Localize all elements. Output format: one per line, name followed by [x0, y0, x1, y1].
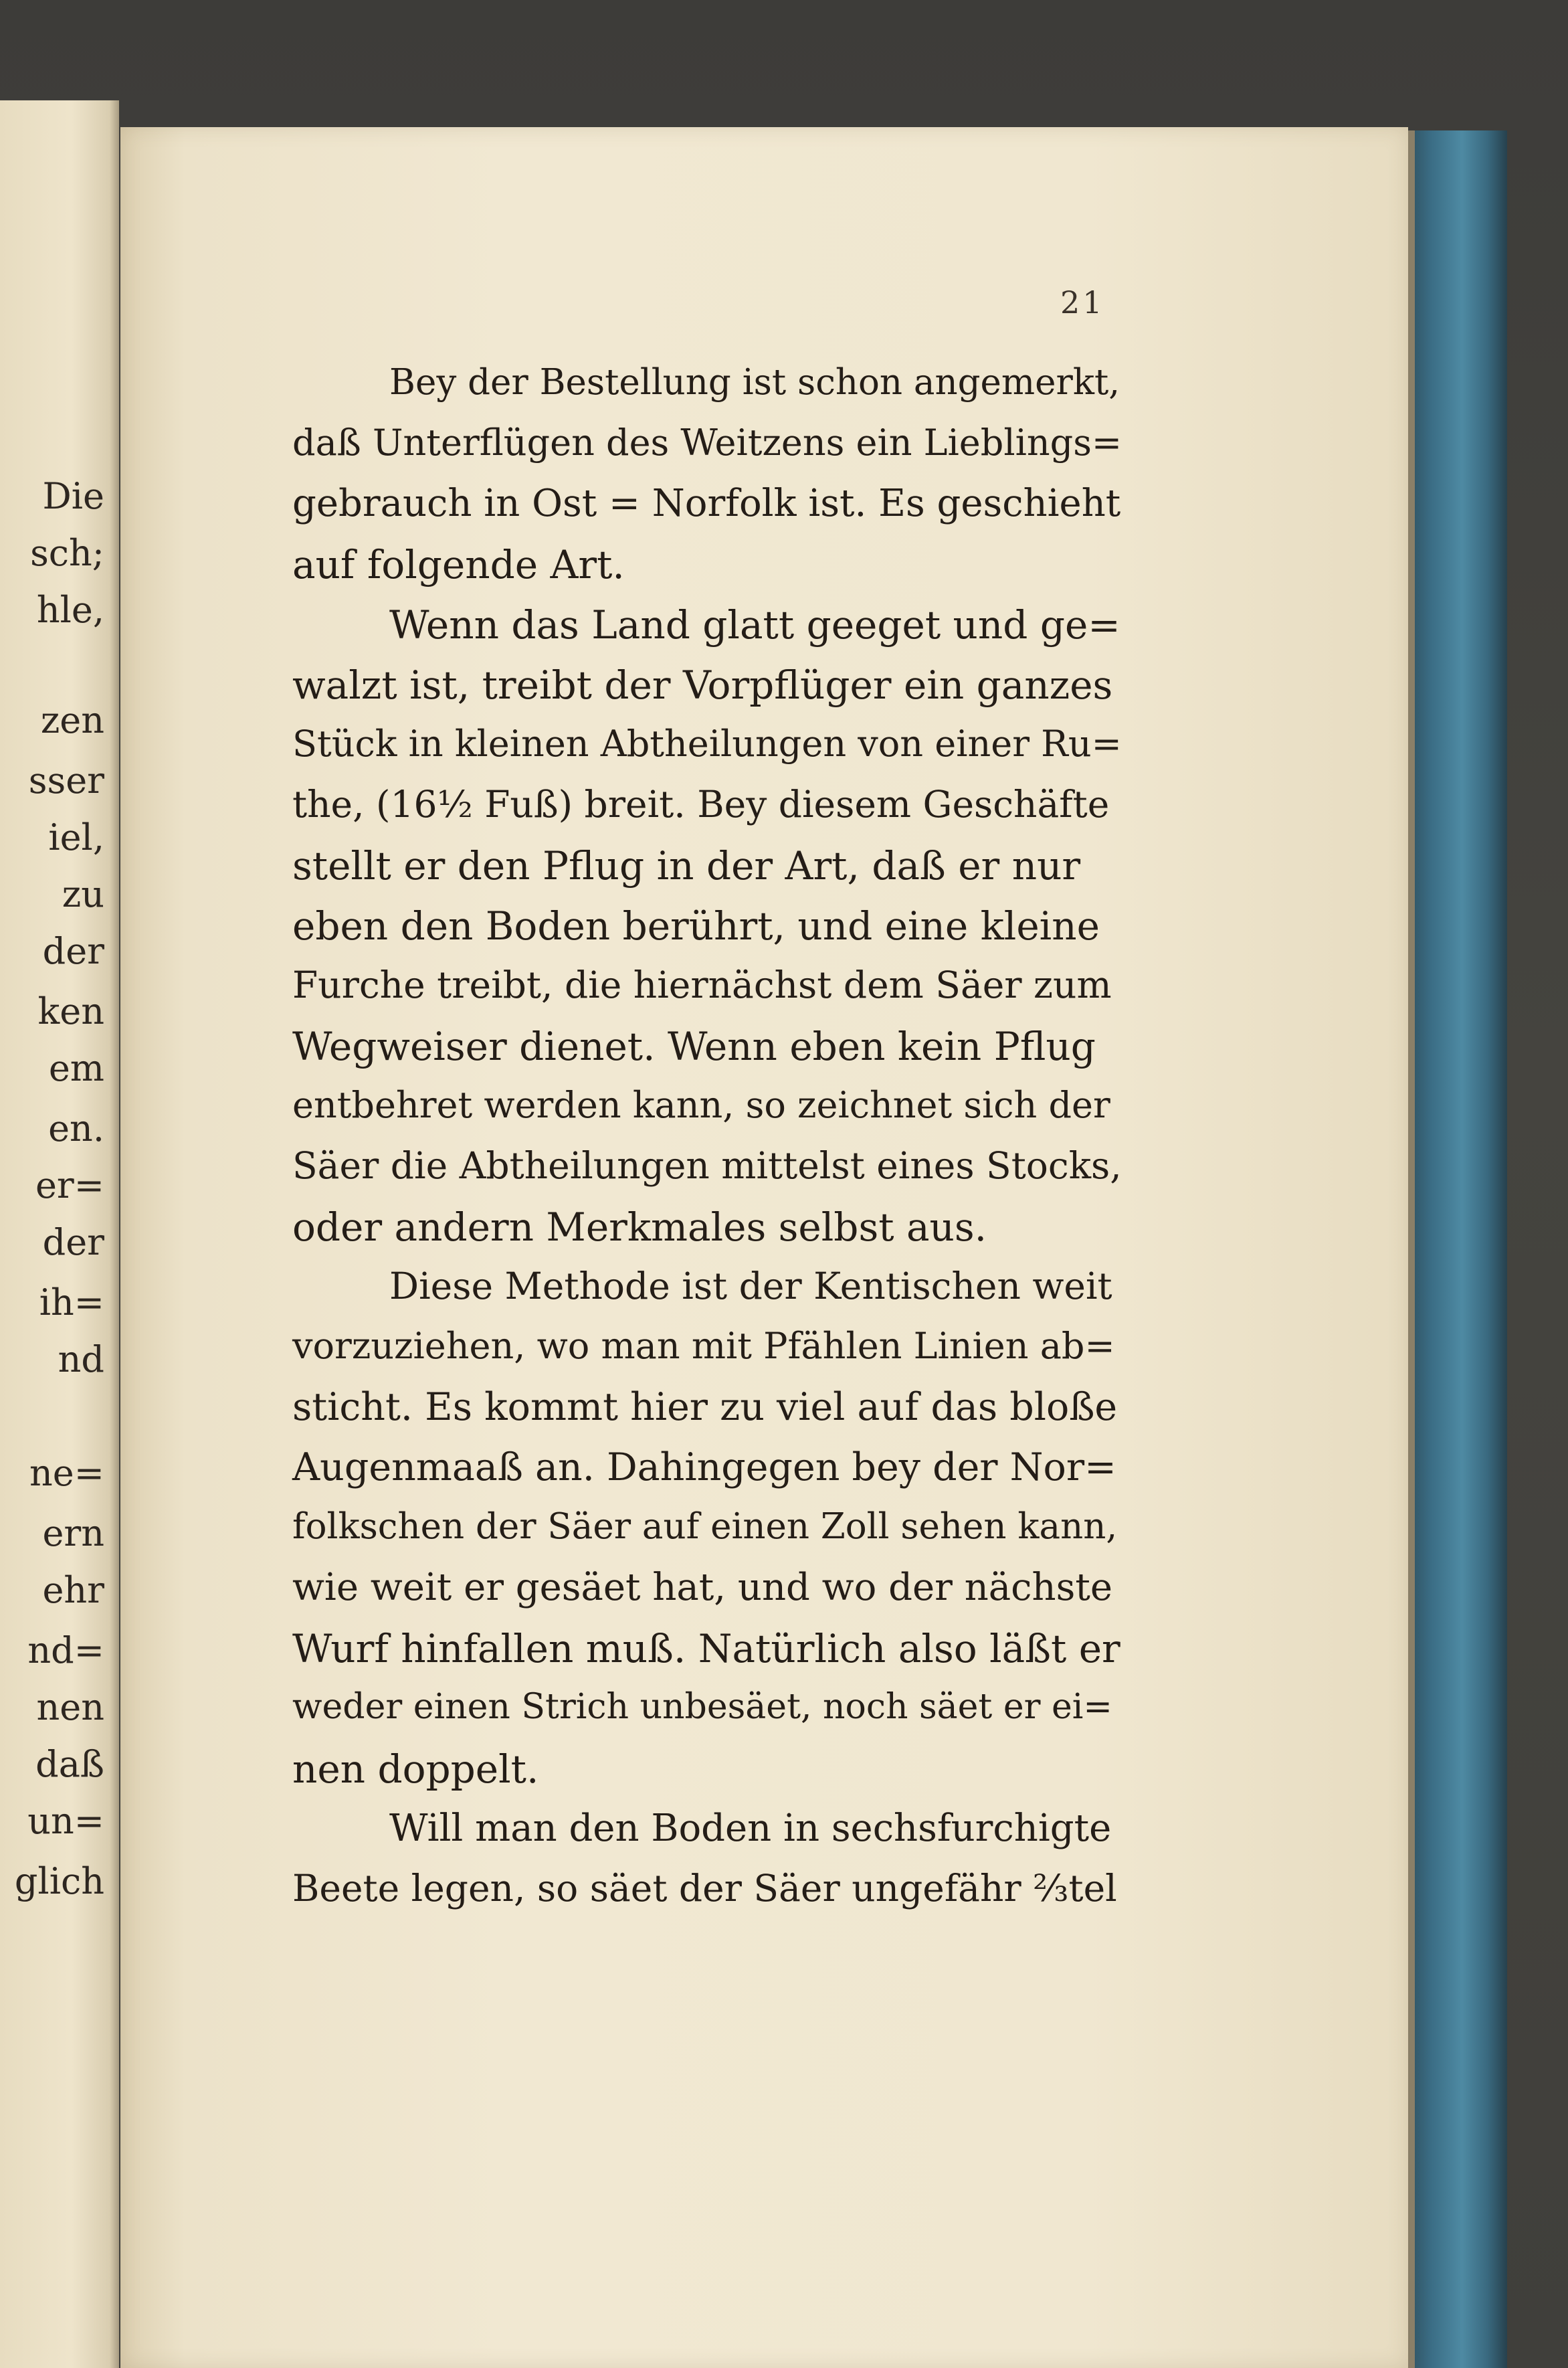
text-line: entbehret werden kann, so zeichnet sich der: [292, 1084, 1110, 1126]
text-line: eben den Boden berührt, und eine kleine: [292, 903, 1100, 949]
text-line: nen doppelt.: [292, 1746, 539, 1792]
left-fragment: sch;: [30, 532, 104, 574]
text-line: walzt ist, treibt der Vorpflüger ein ganzes: [292, 662, 1113, 708]
left-fragment: Die: [42, 475, 104, 517]
text-line: Will man den Boden in sechsfurchigte: [389, 1807, 1112, 1850]
left-fragment: er=: [35, 1164, 104, 1206]
left-fragment: ne=: [29, 1452, 104, 1494]
page-number: 21: [1060, 284, 1105, 321]
text-line: Bey der Bestellung ist schon angemerkt,: [389, 362, 1120, 403]
text-line: vorzuziehen, wo man mit Pfählen Linien ab=: [292, 1325, 1115, 1367]
text-line: gebrauch in Ost = Norfolk ist. Es geschieht: [292, 482, 1121, 525]
text-line: the, (16½ Fuß) breit. Bey diesem Geschäfte: [292, 783, 1110, 826]
book-cover-edge: [1407, 130, 1507, 2368]
text-line: Furche treibt, die hiernächst dem Säer zum: [292, 964, 1112, 1006]
left-fragment: en.: [48, 1107, 104, 1150]
text-line: Wurf hinfallen muß. Natürlich also läßt er: [292, 1626, 1120, 1671]
left-fragment: glich: [14, 1860, 104, 1902]
text-line: sticht. Es kommt hier zu viel auf das bloße: [292, 1385, 1118, 1429]
left-fragment: zu: [62, 873, 104, 915]
left-fragment: hle,: [36, 589, 104, 631]
left-fragment: nd=: [27, 1629, 104, 1671]
left-fragment: sser: [28, 759, 104, 802]
left-fragment: nen: [36, 1686, 104, 1728]
text-line: Augenmaaß an. Dahingegen bey der Nor=: [292, 1445, 1116, 1489]
text-line: Diese Methode ist der Kentischen weit: [389, 1265, 1112, 1307]
left-fragment: ih=: [39, 1281, 104, 1324]
left-fragment: em: [48, 1047, 104, 1089]
text-line: Säer die Abtheilungen mittelst eines Stocks,: [292, 1144, 1122, 1187]
text-line: weder einen Strich unbesäet, noch säet er ei=: [292, 1687, 1112, 1727]
text-line: daß Unterflügen des Weitzens ein Lieblings=: [292, 422, 1122, 464]
left-fragment: ken: [37, 990, 104, 1032]
text-line: oder andern Merkmales selbst aus.: [292, 1204, 987, 1250]
text-line: Stück in kleinen Abtheilungen von einer Ru=: [292, 723, 1122, 765]
left-fragment: daß: [35, 1743, 104, 1785]
left-fragment: nd: [58, 1338, 104, 1380]
text-line: auf folgende Art.: [292, 542, 625, 587]
text-line: Wegweiser dienet. Wenn eben kein Pflug: [292, 1024, 1096, 1069]
left-fragment: ern: [42, 1512, 104, 1554]
text-line: wie weit er gesäet hat, und wo der nächste: [292, 1566, 1112, 1609]
text-line: Beete legen, so säet der Säer ungefähr ⅔tel: [292, 1867, 1117, 1910]
left-fragment: der: [42, 930, 104, 972]
left-fragment: un=: [27, 1800, 104, 1842]
left-facing-page: [0, 100, 119, 2368]
left-fragment: iel,: [48, 816, 104, 858]
left-fragment: zen: [40, 699, 104, 741]
left-fragment: der: [42, 1221, 104, 1263]
left-fragment: ehr: [42, 1569, 104, 1611]
text-line: Wenn das Land glatt geeget und ge=: [389, 602, 1120, 648]
text-line: stellt er den Pflug in der Art, daß er nur: [292, 843, 1081, 889]
text-line: folkschen der Säer auf einen Zoll sehen kann,: [292, 1506, 1118, 1547]
